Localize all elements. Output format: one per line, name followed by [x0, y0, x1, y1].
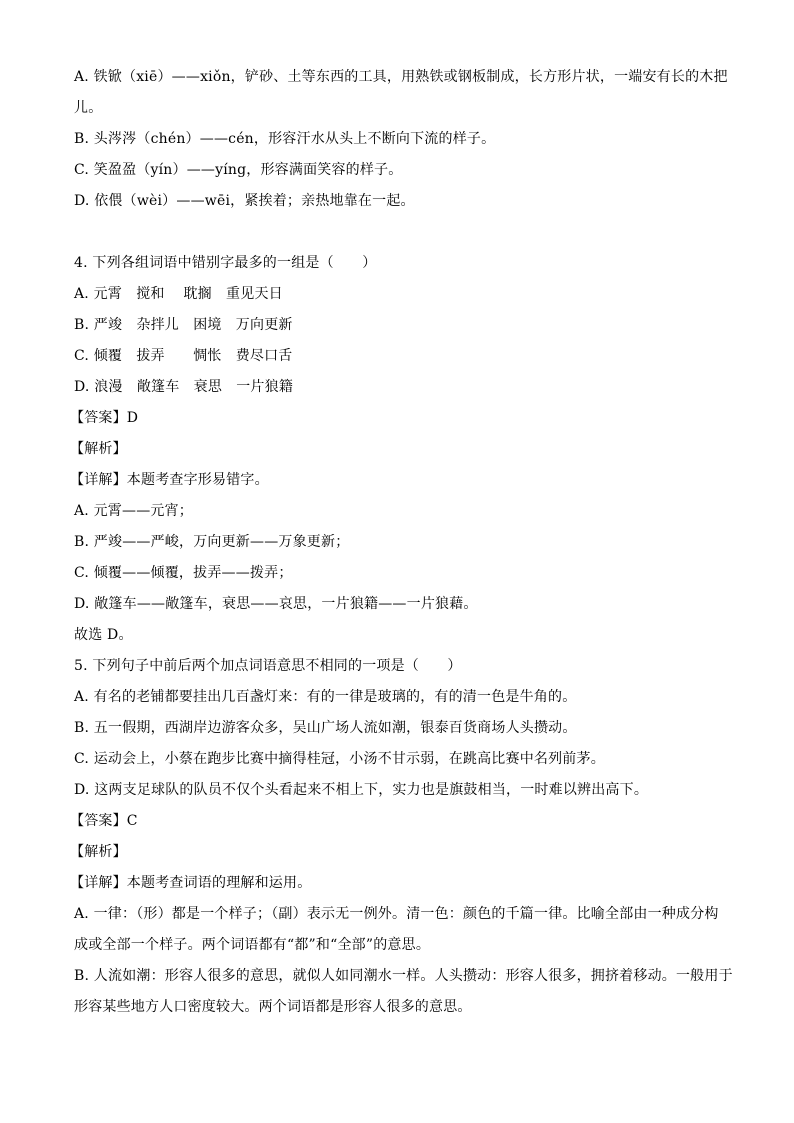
q4-option-a: A. 元霄 搅和 耽搁 重见天日 — [74, 286, 283, 302]
q4-stem: 4. 下列各组词语中错别字最多的一组是（ ） — [74, 255, 377, 271]
question-3-options — [74, 62, 734, 217]
q5-option-d: D. 这两支足球队的队员不仅个头看起来不相上下，实力也是旗鼓相当，一时难以辨出高下。 — [74, 782, 649, 798]
q3-option-c: C. 笑盈盈（yín）——yíng，形容满面笑容的样子。 — [74, 162, 403, 178]
q4-answer: 【答案】D — [70, 410, 139, 426]
q5-answer: 【答案】C — [70, 813, 138, 829]
q4-explanation-c: C. 倾覆——倾覆，拔弄——拨弄； — [74, 565, 293, 581]
q4-option-b: B. 严竣 杂拌儿 困境 万向更新 — [74, 317, 293, 333]
q5-option-c: C. 运动会上，小蔡在跑步比赛中摘得桂冠，小汤不甘示弱，在跳高比赛中名列前茅。 — [74, 751, 605, 767]
q3-option-b: B. 头涔涔（chén）——cén，形容汗水从头上不断向下流的样子。 — [74, 131, 496, 147]
q5-option-b: B. 五一假期，西湖岸边游客众多，吴山广场人流如潮，银泰百货商场人头攒动。 — [74, 720, 577, 736]
q4-analysis-heading: 【解析】 — [70, 441, 127, 457]
q3-option-d: D. 依偎（wèi）——wēi，紧挨着；亲热地靠在一起。 — [74, 193, 415, 209]
q3-option-a-line1: A. 铁锨（xiē）——xiǒn，铲砂、土等东西的工具，用熟铁或钢板制成，长方形片状，一端安有长的木把 — [74, 69, 728, 85]
q4-option-c: C. 倾覆 拔弄 惆怅 费尽口舌 — [74, 348, 293, 364]
q5-stem: 5. 下列句子中前后两个加点词语意思不相同的一项是（ ） — [74, 658, 462, 674]
question-4 — [70, 248, 734, 651]
q5-explanation-b-line2: 形容某些地方人口密度较大。两个词语都是形容人很多的意思。 — [74, 999, 472, 1015]
q3-option-a-line2: 儿。 — [74, 100, 103, 116]
q5-detail-heading: 【详解】本题考查词语的理解和运用。 — [70, 875, 312, 891]
q4-explanation-d: D. 敞篷车——敞篷车，衰思——哀思，一片狼籍——一片狼藉。 — [74, 596, 478, 612]
q5-explanation-a-line1: A. 一律：（形）都是一个样子；（副）表示无一例外。清一色：颜色的千篇一律。比喻全部由一种成分构 — [74, 906, 719, 922]
q4-explanation-a: A. 元霄——元宵； — [74, 503, 194, 519]
q4-option-d: D. 浪漫 敞篷车 衰思 一片狼籍 — [74, 379, 294, 395]
q5-explanation-b-line1: B. 人流如潮：形容人很多的意思，就似人如同潮水一样。人头攒动：形容人很多，拥挤着移动。一般用于 — [74, 968, 733, 984]
q4-detail-heading: 【详解】本题考查字形易错字。 — [70, 472, 269, 488]
q5-explanation-a-line2: 成或全部一个样子。两个词语都有“都”和“全部”的意思。 — [74, 937, 431, 953]
spacer — [74, 217, 734, 248]
document-page — [70, 62, 734, 1023]
q4-explanation-b: B. 严竣——严峻，万向更新——万象更新； — [74, 534, 350, 550]
q5-option-a: A. 有名的老铺都要挂出几百盏灯来：有的一律是玻璃的，有的清一色是牛角的。 — [74, 689, 577, 705]
question-5 — [70, 651, 734, 1023]
q5-analysis-heading: 【解析】 — [70, 844, 127, 860]
q4-conclusion: 故选 D。 — [74, 627, 133, 643]
